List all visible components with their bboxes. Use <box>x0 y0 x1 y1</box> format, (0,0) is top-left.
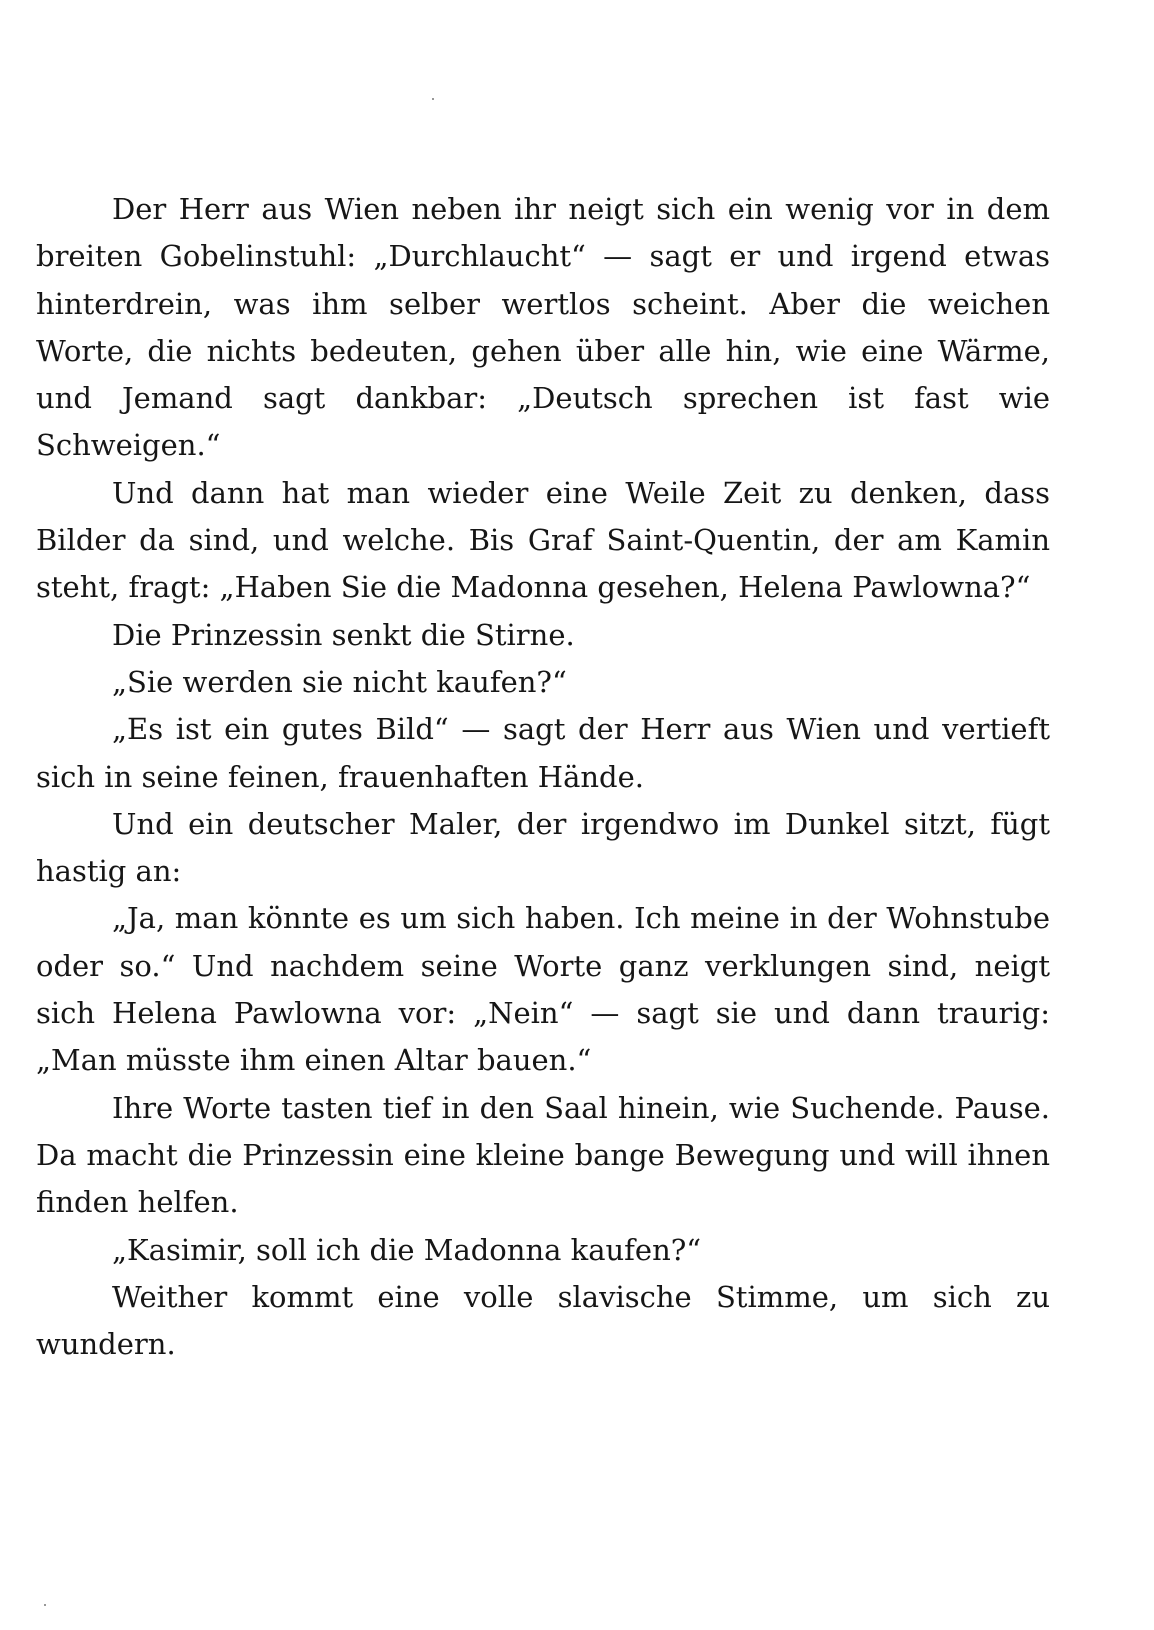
paragraph: Weither kommt eine volle slavische Stimme, um sich zu wundern. <box>36 1279 1050 1362</box>
paragraph: Und ein deutscher Maler, der irgendwo im Dunkel sitzt, fügt hastig an: <box>36 806 1050 889</box>
paragraph: Und dann hat man wieder eine Weile Zeit zu denken, dass Bilder da sind, und welche. Bis Graf Saint-Quentin, der am Kamin steht, fragt: „Haben Sie die Madonna gesehen, Helena Pawlowna?“ <box>36 475 1050 605</box>
paragraph: „Ja, man könnte es um sich haben. Ich meine in der Wohnstube oder so.“ Und nachdem seine Worte ganz verklungen sind, neigt sich Helena Pawlowna vor: „Nein“ — sagt sie und dann traurig: „Man müsste ihm einen Altar bauen.“ <box>36 901 1050 1078</box>
paragraph: Ihre Worte tasten tief in den Saal hinein, wie Suchende. Pause. Da macht die Prinzessin eine kleine bange Bewegung und will ihnen finden helfen. <box>36 1090 1050 1220</box>
paper-speck <box>432 98 434 100</box>
paper-speck <box>44 1604 46 1606</box>
paragraph: „Sie werden sie nicht kaufen?“ <box>112 664 567 699</box>
body-text <box>36 186 1050 1368</box>
paragraph: „Kasimir, soll ich die Madonna kaufen?“ <box>112 1232 702 1267</box>
paragraph: „Es ist ein gutes Bild“ — sagt der Herr aus Wien und vertieft sich in seine feinen, frauenhaften Hände. <box>36 712 1050 794</box>
paragraph: Der Herr aus Wien neben ihr neigt sich ein wenig vor in dem breiten Gobelinstuhl: „Durchlaucht“ — sagt er und irgend etwas hinterdrein, was ihm selber wertlos scheint. Aber die weichen Worte, die nichts bedeuten, gehen über alle hin, wie eine Wärme, und Jemand sagt dankbar: „Deutsch sprechen ist fast wie Schweigen.“ <box>36 192 1050 463</box>
paragraph: Die Prinzessin senkt die Stirne. <box>112 617 575 652</box>
